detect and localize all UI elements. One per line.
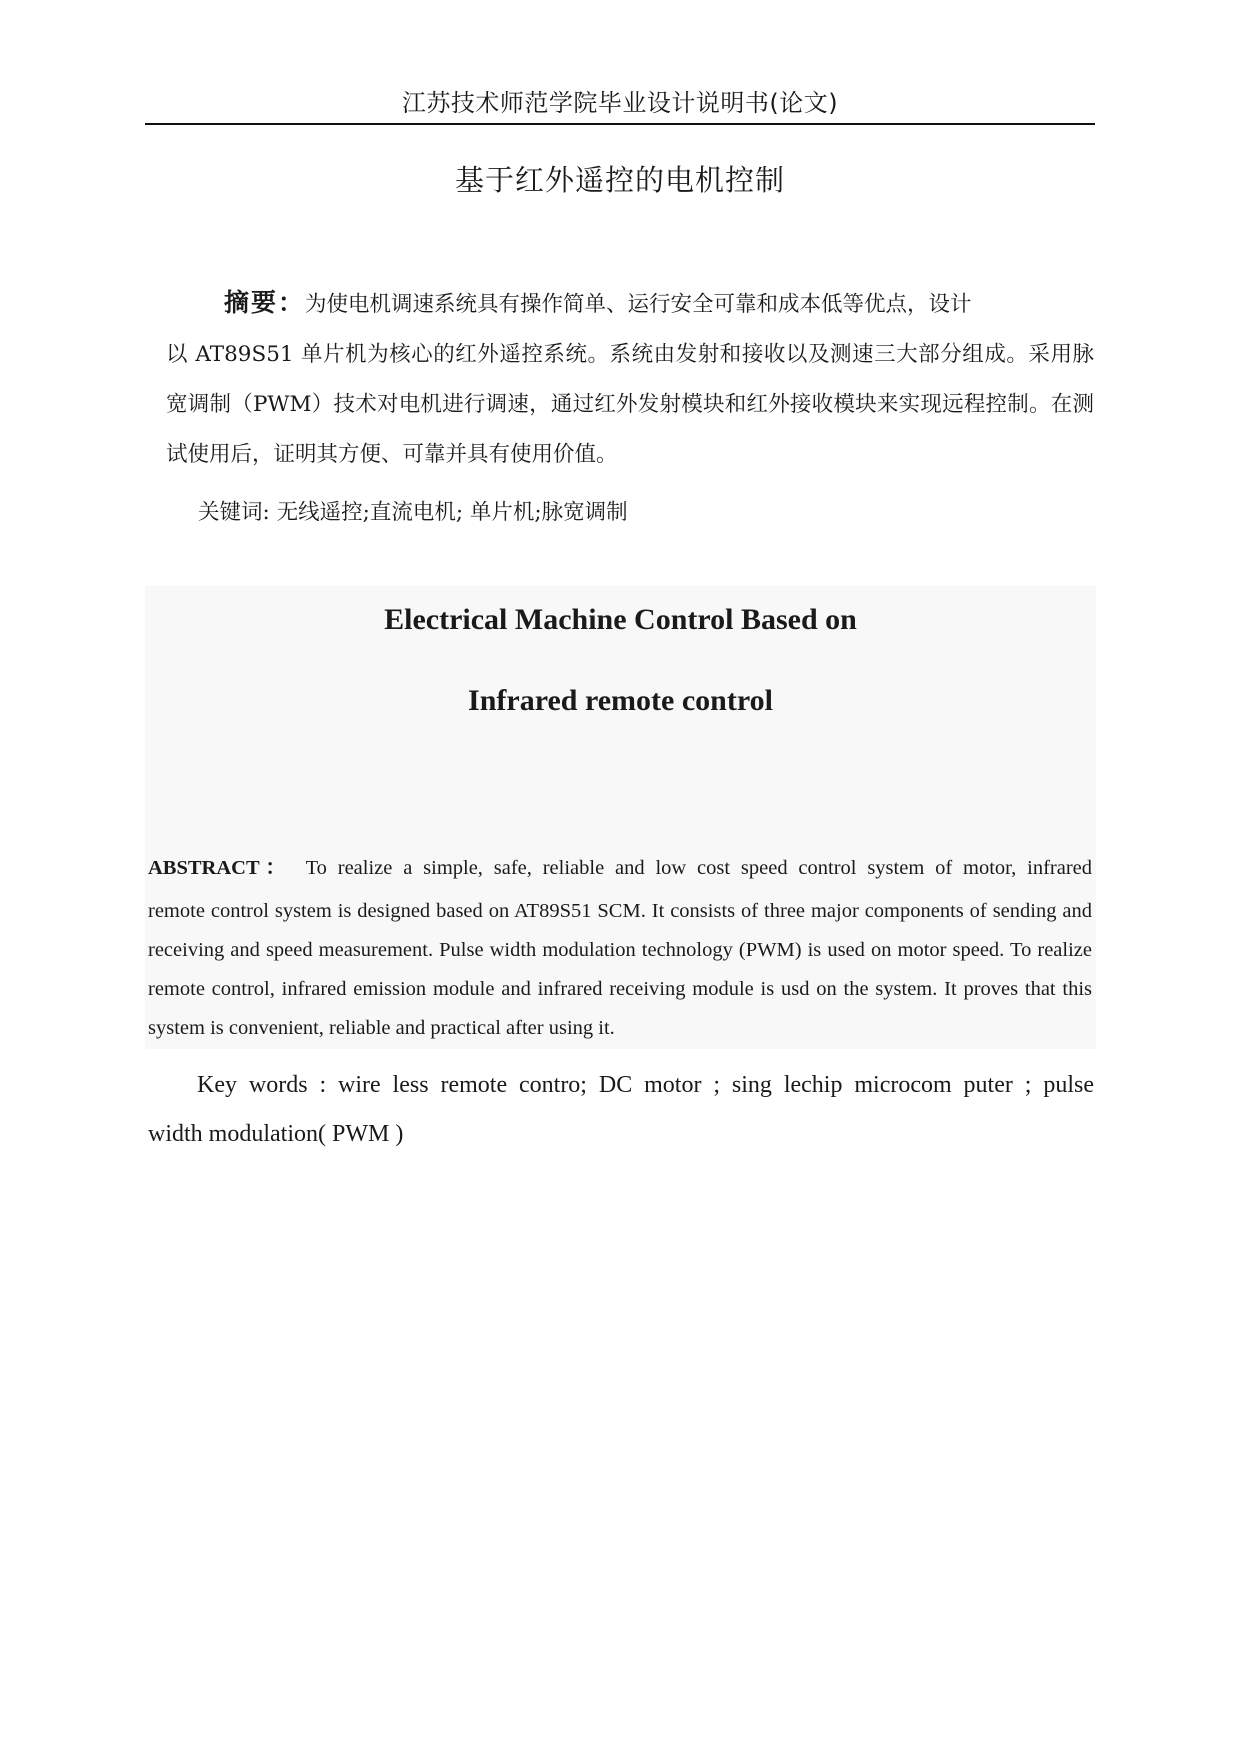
- english-abstract-panel: [145, 586, 1096, 1049]
- english-abstract-text: remote control system is designed based on AT89S51 SCM. It consists of three major components of sending and receiving and speed measurement. Pulse width modulation technology (PWM) is used on motor speed. To realize remote control, infrared emission module and infrared receiving module is usd on the system. It proves that this system is convenient, reliable and practical after using it.: [148, 900, 1092, 1039]
- english-abstract: [148, 844, 1092, 1048]
- header-rule: [145, 123, 1095, 125]
- english-title-line-2: Infrared remote control: [468, 684, 773, 717]
- english-abstract-label: ABSTRACT：: [148, 857, 292, 879]
- english-abstract-text-start: To realize a simple, safe, reliable and low cost speed control system of motor, infrared: [305, 857, 1093, 879]
- english-keywords: [148, 1061, 1094, 1159]
- chinese-keywords: 关键词: 无线遥控;直流电机; 单片机;脉宽调制: [198, 500, 628, 525]
- chinese-abstract-first-line: [166, 278, 1094, 330]
- chinese-abstract: [166, 278, 1094, 480]
- english-title-line-1: Electrical Machine Control Based on: [384, 603, 857, 636]
- english-abstract-first-line: [148, 844, 1092, 892]
- chinese-abstract-text: 以 AT89S51 单片机为核心的红外遥控系统。系统由发射和接收以及测速三大部分组成。采用脉宽调制（PWM）技术对电机进行调速，通过红外发射模块和红外接收模块来实现远程控制。在测试使用后，证明其方便、可靠并具有使用价值。: [166, 342, 1094, 467]
- chinese-abstract-text-start: 为使电机调速系统具有操作简单、运行安全可靠和成本低等优点，设计: [305, 292, 972, 317]
- running-header: 江苏技术师范学院毕业设计说明书(论文): [401, 89, 839, 117]
- english-keywords-rest: width modulation( PWM ): [148, 1121, 404, 1147]
- chinese-title: 基于红外遥控的电机控制: [454, 163, 785, 197]
- chinese-abstract-label: 摘要：: [224, 288, 306, 317]
- english-keywords-first-line: Key words : wire less remote contro; DC motor ; sing lechip microcom puter ; pulse: [197, 1072, 1094, 1098]
